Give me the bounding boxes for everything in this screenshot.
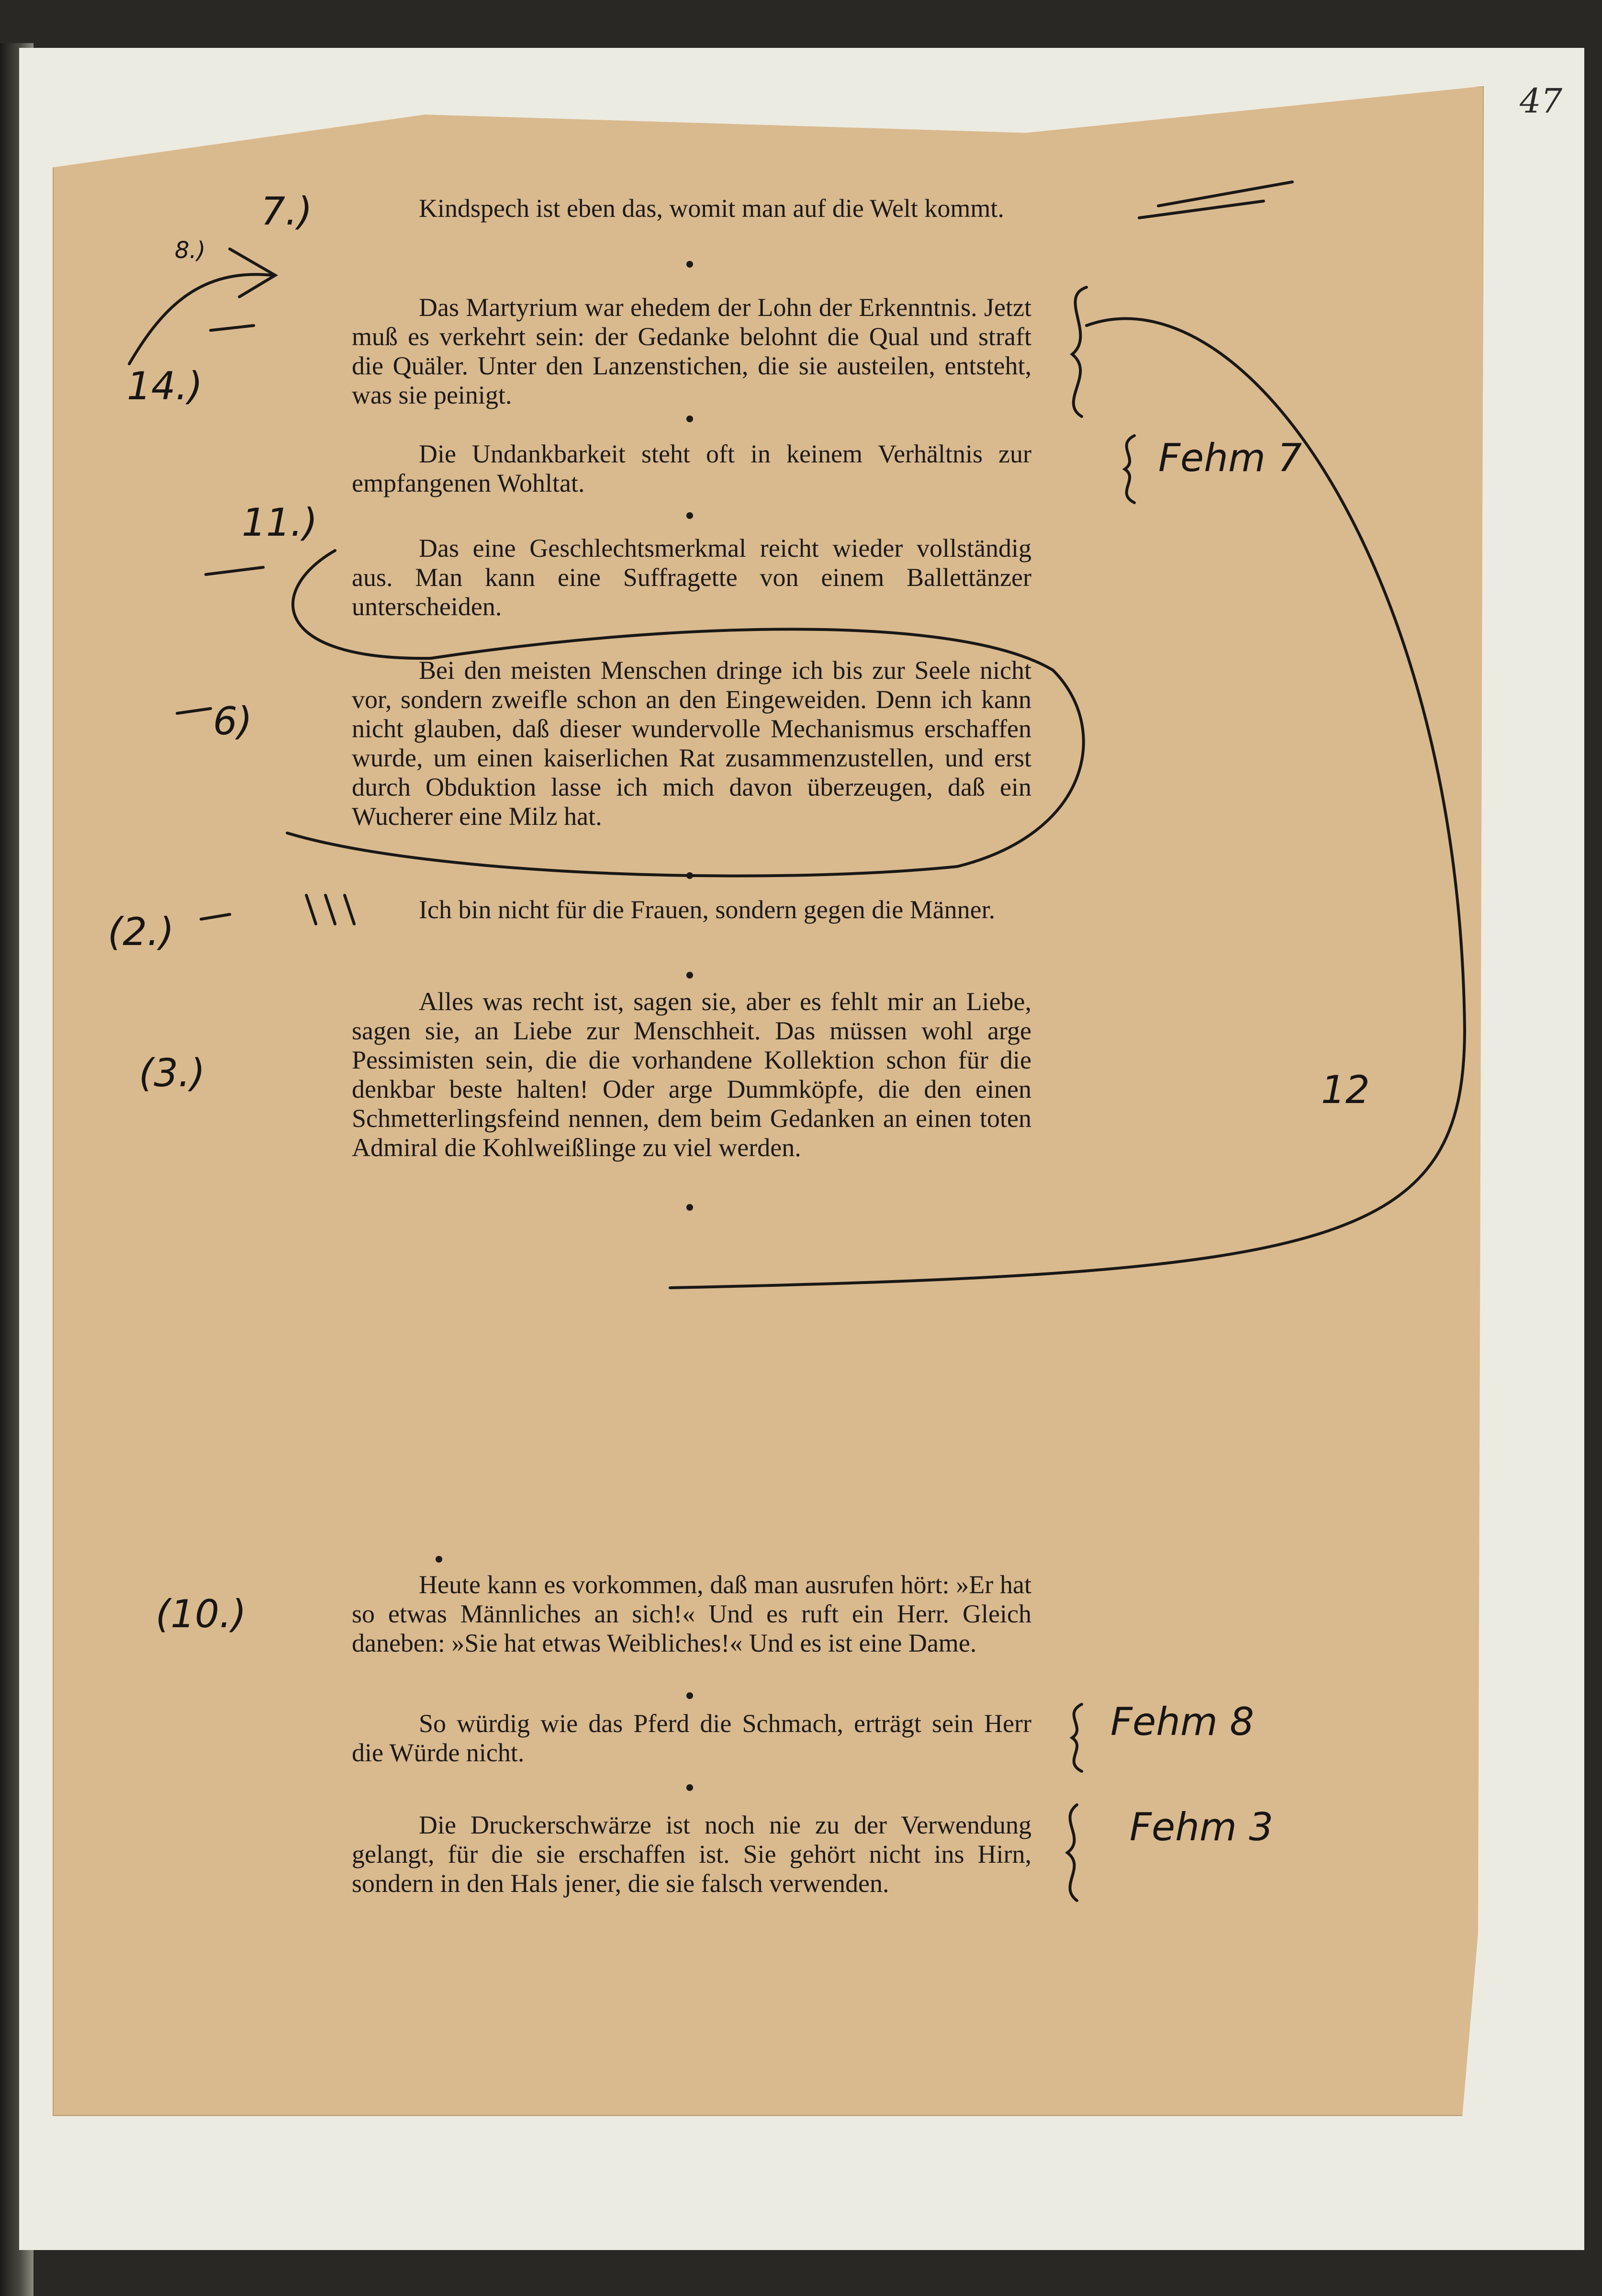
strike-mark: [177, 182, 1292, 919]
aphorism-2: Das Martyrium war ehedem der Lohn der Erkenntnis. Jetzt muß es verkehrt sein: der Gedanke belohnt die Qual und straft die Quäler. Unter den Lanzenstichen, die sie austeilen, entsteht, was sie peinigt.: [352, 293, 1031, 409]
brace-right-2: [1125, 436, 1134, 503]
margin-note-left-3: 11.): [242, 500, 318, 545]
margin-note-left-5: (2.): [108, 910, 174, 954]
brace-right-3: [1072, 1704, 1082, 1771]
aphorism-5: Bei den meisten Menschen dringe ich bis zur Seele nicht vor, sondern zweifle schon an den Eingeweiden. Denn ich kann nicht glauben, daß dieser wundervolle Mechanismus erschaffen wurde, um einen kaiserlichen Rat zusammenzustellen, und erst durch Obduktion lasse ich mich davon überzeugen, daß ein Wucherer eine Milz hat.: [352, 656, 1031, 831]
margin-note-left-7: (10.): [156, 1592, 246, 1636]
margin-note-right-1: Fehm 7: [1158, 436, 1302, 480]
aphorism-4: Das eine Geschlechtsmerkmal reicht wieder vollständig aus. Man kann eine Suffragette von einem Ballettänzer unterscheiden.: [352, 534, 1031, 621]
arrow-stroke: [129, 249, 275, 364]
bracket-ticks: [306, 895, 354, 924]
aphorism-7: Alles was recht ist, sagen sie, aber es fehlt mir an Liebe, sagen sie, an Liebe zur Menschheit. Das müssen wohl arge Pessimisten sein, die die vorhandene Kollektion schon für die denkbar beste halten! Oder arge Dummköpfe, die den einen Schmetterlingsfeind nennen, dem beim Gedanken an einen toten Admiral die Kohlweißlinge zu viel werden.: [352, 987, 1031, 1162]
margin-note-left-small: 8.): [175, 237, 206, 264]
margin-note-left-6: (3.): [139, 1051, 205, 1095]
aphorism-3: Die Undankbarkeit steht oft in keinem Verhältnis zur empfangenen Wohltat.: [352, 439, 1031, 497]
aphorism-10: Die Druckerschwärze ist noch nie zu der Verwendung gelangt, für die sie erschaffen ist. Sie gehört nicht ins Hirn, sondern in den Hals jener, die sie falsch verwenden.: [352, 1811, 1031, 1898]
aphorism-6: Ich bin nicht für die Frauen, sondern gegen die Männer.: [419, 895, 996, 924]
margin-note-right-3: Fehm 8: [1110, 1699, 1255, 1744]
margin-note-left-1: 7.): [261, 189, 313, 234]
page-number: 47: [1520, 81, 1563, 121]
aphorism-8: Heute kann es vorkommen, daß man ausrufen hört: »Er hat so etwas Männliches an sich!« Und es ruft ein Herr. Gleich daneben: »Sie hat etwas Weibliches!« Und es ist eine Dame.: [352, 1570, 1031, 1657]
margin-note-left-4: 6): [213, 699, 253, 743]
brace-right-4: [1067, 1805, 1077, 1901]
brace-right-1: [1072, 287, 1087, 416]
margin-note-right-4: Fehm 3: [1130, 1805, 1274, 1849]
bracket-loop: [670, 319, 1465, 1288]
margin-note-right-2: 12: [1321, 1068, 1370, 1112]
encircle-loop: [287, 551, 1084, 876]
aphorism-9: So würdig wie das Pferd die Schmach, erträgt sein Herr die Würde nicht.: [352, 1709, 1031, 1767]
aphorism-1: Kindspech ist eben das, womit man auf die Welt kommt.: [419, 194, 1004, 223]
margin-note-left-2: 14.): [127, 364, 203, 408]
